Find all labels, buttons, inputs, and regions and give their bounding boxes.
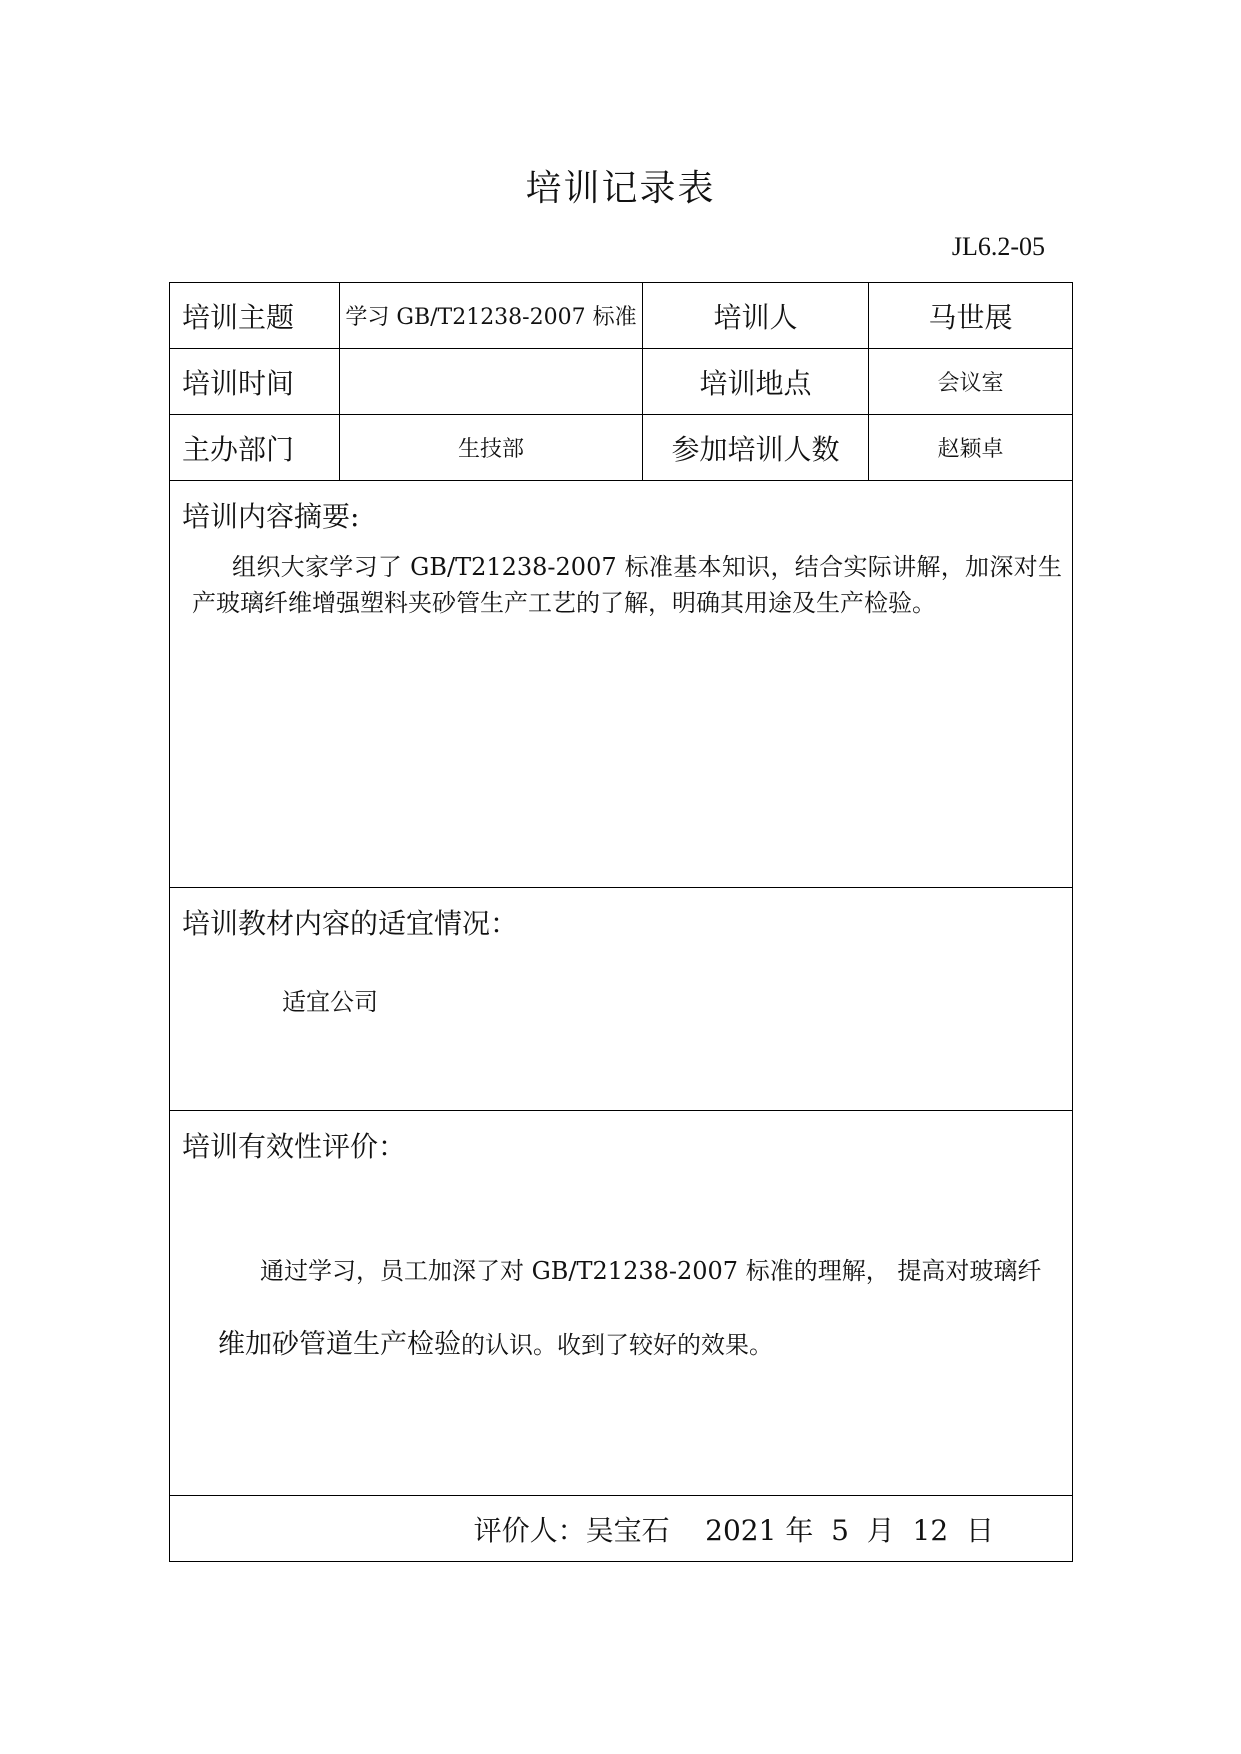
table-row [170, 1111, 1073, 1496]
topic-value: 学习 GB/T21238-2007 标准 [340, 283, 643, 349]
effectiveness-text-line1: 通过学习，员工加深了对 GB/T21238-2007 标准的理解， 提高对玻璃纤 [260, 1257, 1042, 1285]
location-value: 会议室 [869, 349, 1073, 415]
summary-label: 培训内容摘要: [182, 500, 360, 533]
table-row [170, 888, 1073, 1111]
time-value [340, 349, 643, 415]
attendees-label: 参加培训人数 [643, 415, 869, 481]
suitability-section [170, 888, 1073, 1111]
effectiveness-text-line2-rest: 的认识。收到了较好的效果。 [461, 1331, 773, 1359]
attendees-value: 赵颖卓 [869, 415, 1073, 481]
trainer-label: 培训人 [643, 283, 869, 349]
document-code: JL6.2-05 [951, 232, 1045, 261]
effectiveness-label: 培训有效性评价： [182, 1130, 407, 1163]
dept-label: 主办部门 [170, 415, 340, 481]
table-row [170, 415, 1073, 481]
dept-value: 生技部 [340, 415, 643, 481]
trainer-value: 马世展 [869, 283, 1073, 349]
evaluator-signature: 评价人：吴宝石 2021 年 5 月 12 日 [170, 1496, 1073, 1562]
table-row [170, 481, 1073, 888]
summary-section [170, 481, 1073, 888]
suitability-text: 适宜公司 [282, 988, 378, 1016]
table-row [170, 1496, 1073, 1562]
summary-text: 组织大家学习了 GB/T21238-2007 标准基本知识，结合实际讲解，加深对生产玻璃纤维增强塑料夹砂管生产工艺的了解，明确其用途及生产检验。 [192, 553, 1062, 617]
table-row [170, 349, 1073, 415]
effectiveness-text-line2 [218, 1322, 1072, 1361]
location-label: 培训地点 [643, 349, 869, 415]
suitability-label: 培训教材内容的适宜情况： [182, 907, 519, 940]
time-label: 培训时间 [170, 349, 340, 415]
training-record-table [169, 282, 1073, 1562]
page-title: 培训记录表 [525, 168, 716, 209]
table-row [170, 283, 1073, 349]
effectiveness-text-line2-main: 维加砂管道生产检验 [218, 1329, 461, 1360]
effectiveness-section [170, 1111, 1073, 1496]
topic-label: 培训主题 [170, 283, 340, 349]
